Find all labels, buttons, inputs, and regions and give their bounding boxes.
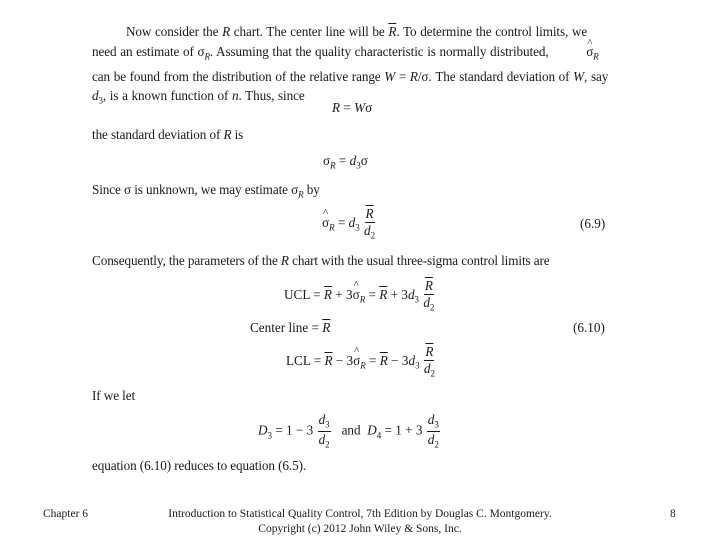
equation-ucl: UCL = $\overline{R}$ + 3^ $\sigma_R = \overline{R} + 3d_3$ $\frac{\overline{R}}{d_2}$ <box>284 279 435 313</box>
equation-center-line: Center line = $\overline{R}$ <box>250 320 331 335</box>
footer-chapter: Chapter 6 <box>43 508 89 520</box>
paragraph-intro: Now consider the R chart. The center line will be $\overline{R}$. To determine the control limits, we need an estimate of $\sigma_R$. Assuming that the quality characteristic is normally distributed, ^ $\sigma_R$ can be found from the distribution of the relative range W = R/σ. The standard deviation of W, say $d_3$, is a known function of n. Thus, since <box>92 22 612 111</box>
equation-number-6-9: (6.9) <box>580 216 606 231</box>
footer-citation-line1: Introduction to Statistical Quality Control, 7th Edition by Douglas C. Montgomery. <box>168 508 552 520</box>
equation-sigma-r: $\sigma_R = d_3\sigma$ <box>323 153 368 171</box>
equation-lcl: LCL = $\overline{R}$ − 3^ $\sigma_R = \overline{R} - 3d_3$ $\frac{\overline{R}}{d_2}$ <box>286 345 436 379</box>
paragraph-three-sigma: Consequently, the parameters of the R chart with the usual three-sigma control limits are <box>92 253 550 268</box>
equation-r-w-sigma: R = Wσ <box>332 100 373 115</box>
footer-page-number: 8 <box>670 508 676 520</box>
paragraph-estimate-sigma: Since σ is unknown, we may estimate $\sigma_R$ by <box>92 182 320 200</box>
equation-d3-d4: $D_3 = 1 - 3$ $\frac{d_3}{d_2}$ and $D_4 = 1 + 3$ $\frac{d_3}{d_2}$ <box>258 412 439 450</box>
paragraph-std-dev-r: the standard deviation of R is <box>92 127 244 142</box>
footer-citation-line2: Copyright (c) 2012 John Wiley & Sons, Inc. <box>258 523 462 535</box>
paragraph-reduces: equation (6.10) reduces to equation (6.5). <box>92 458 307 473</box>
equation-sigma-hat-r: ^ $\sigma_R = d_3$ $\frac{\overline{R}}{d_2}$ <box>322 207 376 241</box>
paragraph-if-we-let: If we let <box>92 388 136 403</box>
equation-number-6-10: (6.10) <box>573 320 605 335</box>
